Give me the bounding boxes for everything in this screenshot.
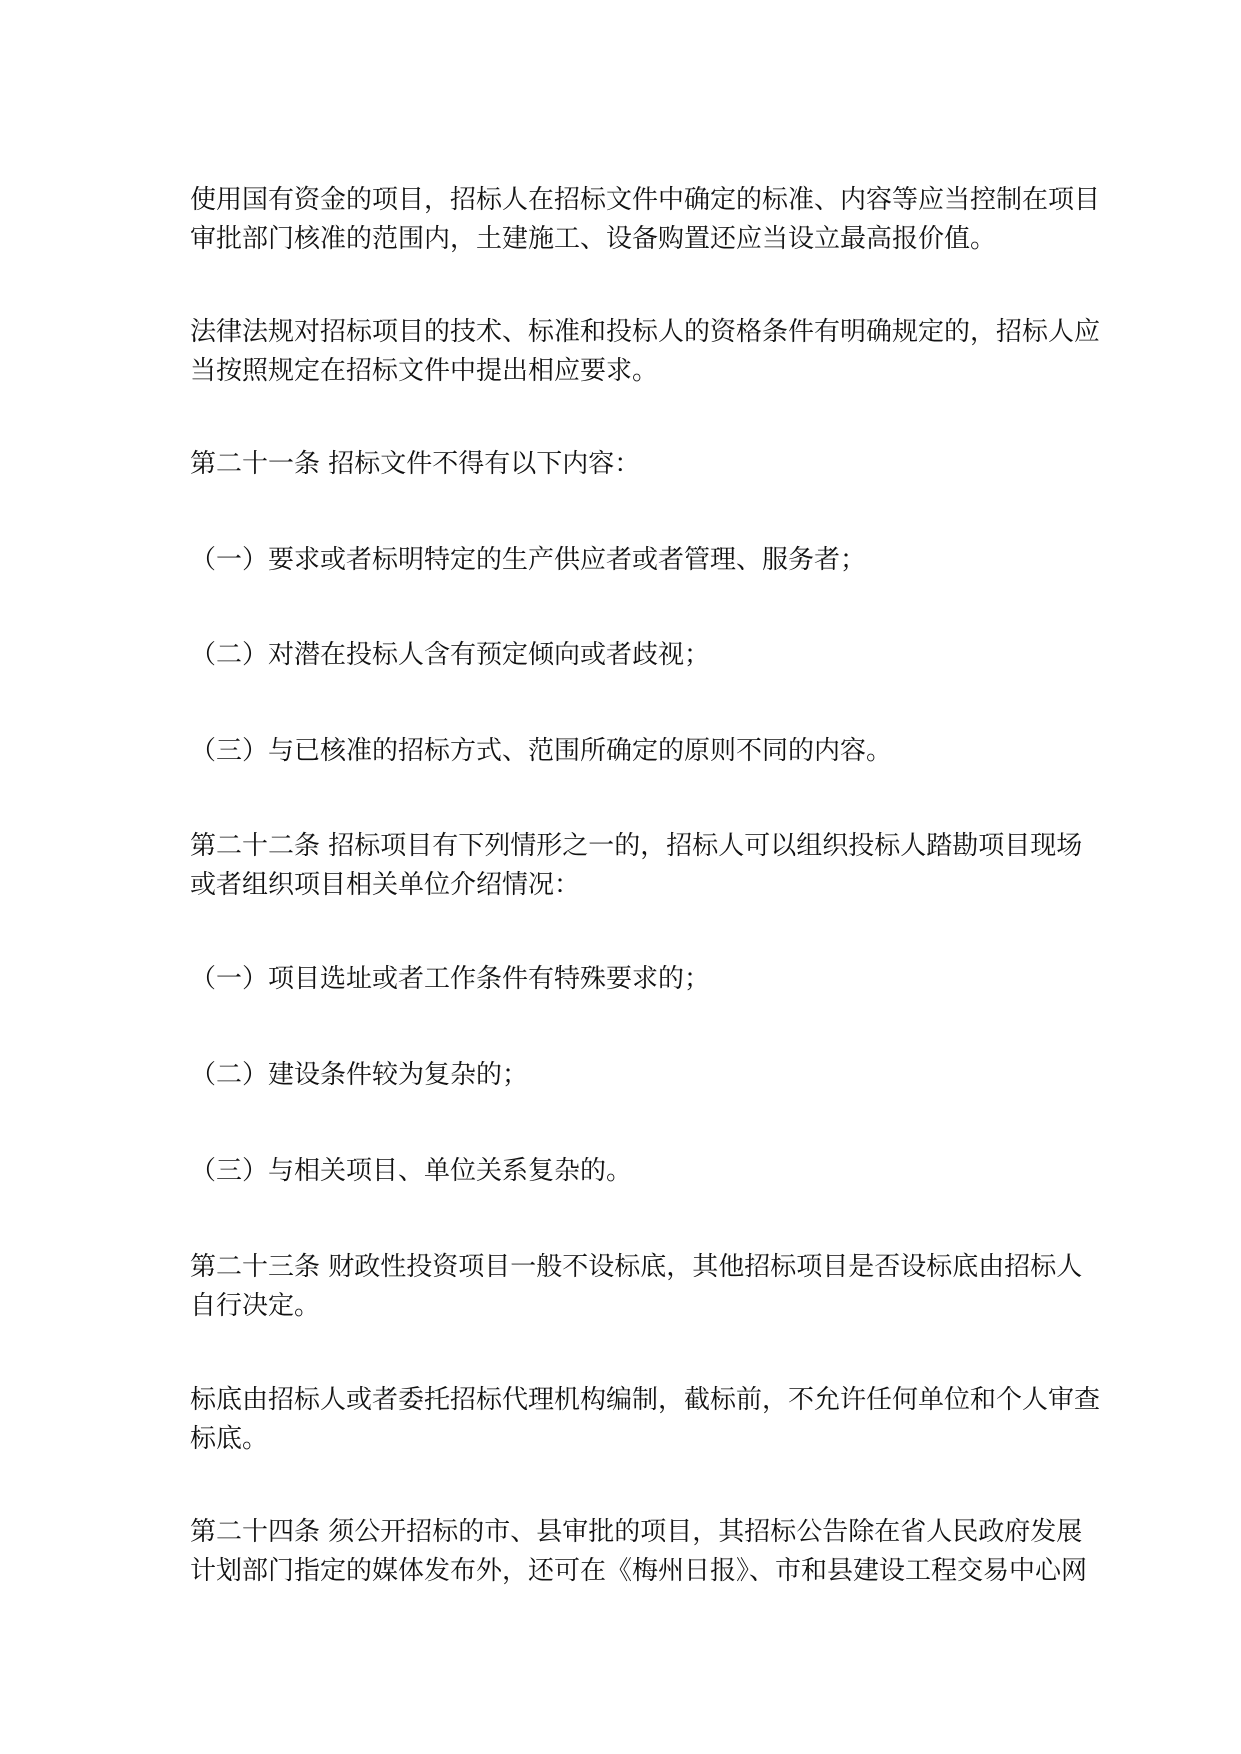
article-24 bbox=[190, 1513, 1088, 1591]
text-line: （二）对潜在投标人含有预定倾向或者歧视； bbox=[190, 640, 711, 670]
paragraph-state-funded-projects bbox=[190, 181, 1101, 259]
article-22-item-3 bbox=[190, 1152, 1060, 1191]
text-line: （一）项目选址或者工作条件有特殊要求的； bbox=[190, 964, 711, 994]
text-line: 当按照规定在招标文件中提出相应要求。 bbox=[190, 356, 659, 386]
text-line: （一）要求或者标明特定的生产供应者或者管理、服务者； bbox=[190, 545, 867, 575]
text-line: 审批部门核准的范围内，土建施工、设备购置还应当设立最高报价值。 bbox=[190, 224, 997, 254]
article-22 bbox=[190, 827, 1083, 905]
text-line: （三）与相关项目、单位关系复杂的。 bbox=[190, 1156, 633, 1186]
paragraph-base-price-preparation bbox=[190, 1381, 1101, 1459]
text-line: 法律法规对招标项目的技术、标准和投标人的资格条件有明确规定的，招标人应 bbox=[190, 317, 1101, 347]
text-line: 第二十四条 须公开招标的市、县审批的项目，其招标公告除在省人民政府发展 bbox=[190, 1517, 1083, 1547]
text-line: 标底。 bbox=[190, 1424, 269, 1454]
article-22-item-1 bbox=[190, 960, 1060, 999]
text-line: 标底由招标人或者委托招标代理机构编制，截标前，不允许任何单位和个人审查 bbox=[190, 1385, 1101, 1415]
article-21-item-3 bbox=[190, 732, 1060, 771]
text-line: 使用国有资金的项目，招标人在招标文件中确定的标准、内容等应当控制在项目 bbox=[190, 185, 1101, 215]
text-line: 或者组织项目相关单位介绍情况： bbox=[190, 870, 581, 900]
text-line: （三）与已核准的招标方式、范围所确定的原则不同的内容。 bbox=[190, 736, 893, 766]
article-21-heading bbox=[190, 445, 1060, 484]
text-line: 自行决定。 bbox=[190, 1291, 321, 1321]
text-line: 第二十三条 财政性投资项目一般不设标底，其他招标项目是否设标底由招标人 bbox=[190, 1252, 1083, 1282]
text-line: （二）建设条件较为复杂的； bbox=[190, 1060, 529, 1090]
article-21-item-1 bbox=[190, 541, 1060, 580]
text-line: 计划部门指定的媒体发布外，还可在《梅州日报》、市和县建设工程交易中心网 bbox=[190, 1556, 1088, 1586]
text-line: 第二十一条 招标文件不得有以下内容： bbox=[190, 449, 641, 479]
article-21-item-2 bbox=[190, 636, 1060, 675]
paragraph-legal-requirements bbox=[190, 313, 1101, 391]
article-22-item-2 bbox=[190, 1056, 1060, 1095]
text-line: 第二十二条 招标项目有下列情形之一的，招标人可以组织投标人踏勘项目现场 bbox=[190, 831, 1083, 861]
article-23 bbox=[190, 1248, 1083, 1326]
